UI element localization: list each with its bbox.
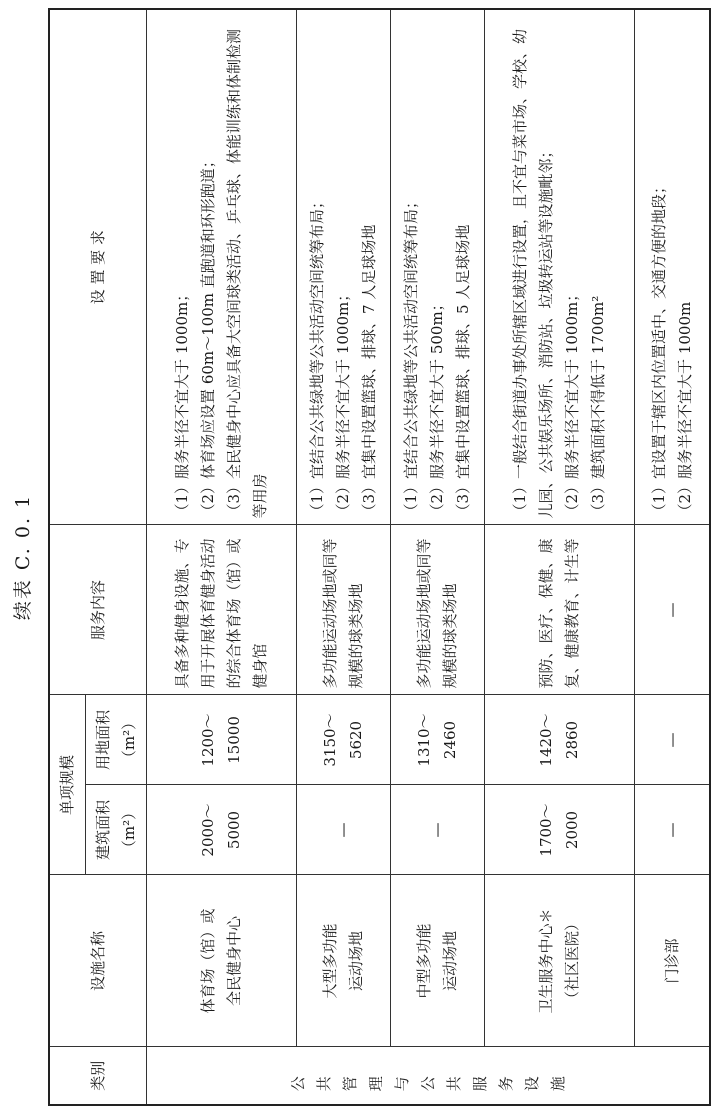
header-row (49, 9, 85, 1105)
requirement-item: （1）一般结合街道办事处所辖区域进行设置，且不宜与菜市场、学校、幼儿园、公共娱乐场所、消防站、垃圾转运站等设施毗邻； (511, 28, 555, 519)
requirement-item: （2）服务半径不宜大于 1000m； (563, 286, 581, 519)
requirements (146, 9, 296, 525)
requirement-item: （3）建筑面积不得低于 1700m² (589, 295, 607, 519)
header-scale: 单项规模 (49, 695, 85, 875)
header-building-area-label: 建筑面积 (93, 800, 112, 861)
category-cell: 公共管理与公共服务设施 (146, 1047, 710, 1105)
requirement-item: （1）宜结合公共绿地等公共活动空间统筹布局； (308, 193, 326, 519)
land-area: 1420～2860 (484, 695, 634, 785)
header-land-area-unit: （m²） (119, 714, 138, 766)
requirements (390, 9, 484, 525)
building-area: — (296, 785, 390, 875)
facility-name-line: 运动场地 (347, 931, 365, 992)
table-row (296, 9, 390, 1105)
requirement-item: （2）服务半径不宜大于 500m； (428, 296, 446, 519)
table-caption: 续表 C. 0. 1 (12, 493, 34, 621)
table-row (484, 9, 634, 1105)
facility-name (146, 875, 296, 1047)
requirement-item: （1）宜设置于辖区内位置适中、交通方便的地段； (649, 178, 668, 519)
service-content: 多功能运动场地或同等规模的球类场地 (390, 525, 484, 695)
facility-name (484, 875, 634, 1047)
service-content: 多功能运动场地或同等规模的球类场地 (296, 525, 390, 695)
building-area: 2000～5000 (146, 785, 296, 875)
header-facility-name: 设施名称 (49, 875, 146, 1047)
header-category: 类别 (49, 1047, 146, 1105)
header-land-area (85, 695, 146, 785)
facility-name (296, 875, 390, 1047)
facility-name-line: 门诊部 (662, 938, 681, 984)
building-area: — (634, 785, 710, 875)
land-area: — (634, 695, 710, 785)
facility-name-line: 体育场（馆）或 (199, 908, 217, 1014)
land-area: 1310～2460 (390, 695, 484, 785)
header-service: 服务内容 (49, 525, 146, 695)
facility-table (48, 8, 711, 1106)
facility-name-line: 大型多功能 (321, 923, 339, 999)
header-building-area-unit: （m²） (119, 804, 138, 856)
facility-name-line: 卫生服务中心＊ (537, 908, 555, 1014)
facility-name-line: 全民健身中心 (225, 916, 243, 1007)
facility-name-line: （社区医院） (563, 916, 581, 1007)
requirement-item: （1）服务半径不宜大于 1000m； (173, 286, 191, 519)
table-row (390, 9, 484, 1105)
land-area: 3150～5620 (296, 695, 390, 785)
header-land-area-label: 用地面积 (93, 709, 112, 770)
requirement-item: （3）全民健身中心应具备大空间球类活动、乒乓球、体能训练和体制检测等用房 (225, 28, 269, 519)
service-content: 具备多种健身设施、专用于开展体育健身活动的综合体育场（馆）或健身馆 (146, 525, 296, 695)
facility-name-line: 中型多功能 (415, 923, 433, 999)
service-content: — (634, 525, 710, 695)
building-area: — (390, 785, 484, 875)
requirement-item: （3）宜集中设置篮球、排球、7 人足球场地 (360, 224, 378, 519)
requirements (634, 9, 710, 525)
facility-name (390, 875, 484, 1047)
header-requirements: 设 置 要 求 (49, 9, 146, 525)
requirement-item: （3）宜集中设置篮球、排球、5 人足球场地 (454, 224, 472, 519)
building-area: 1700～2000 (484, 785, 634, 875)
requirements (484, 9, 634, 525)
requirement-item: （1）宜结合公共绿地等公共活动空间统筹布局； (402, 193, 420, 519)
facility-name (634, 875, 710, 1047)
table-row (146, 9, 296, 1105)
header-building-area (85, 785, 146, 875)
requirement-item: （2）服务半径不宜大于 1000m； (334, 286, 352, 519)
requirement-item: （2）体育场应设置 60m～100m 直跑道和环形跑道； (199, 153, 217, 519)
service-content: 预防、医疗、保健、康复、健康教育、计生等 (484, 525, 634, 695)
land-area: 1200～15000 (146, 695, 296, 785)
requirements (296, 9, 390, 525)
requirement-item: （2）服务半径不宜大于 1000m (675, 301, 694, 519)
table-row (634, 9, 710, 1105)
facility-name-line: 运动场地 (441, 931, 459, 992)
